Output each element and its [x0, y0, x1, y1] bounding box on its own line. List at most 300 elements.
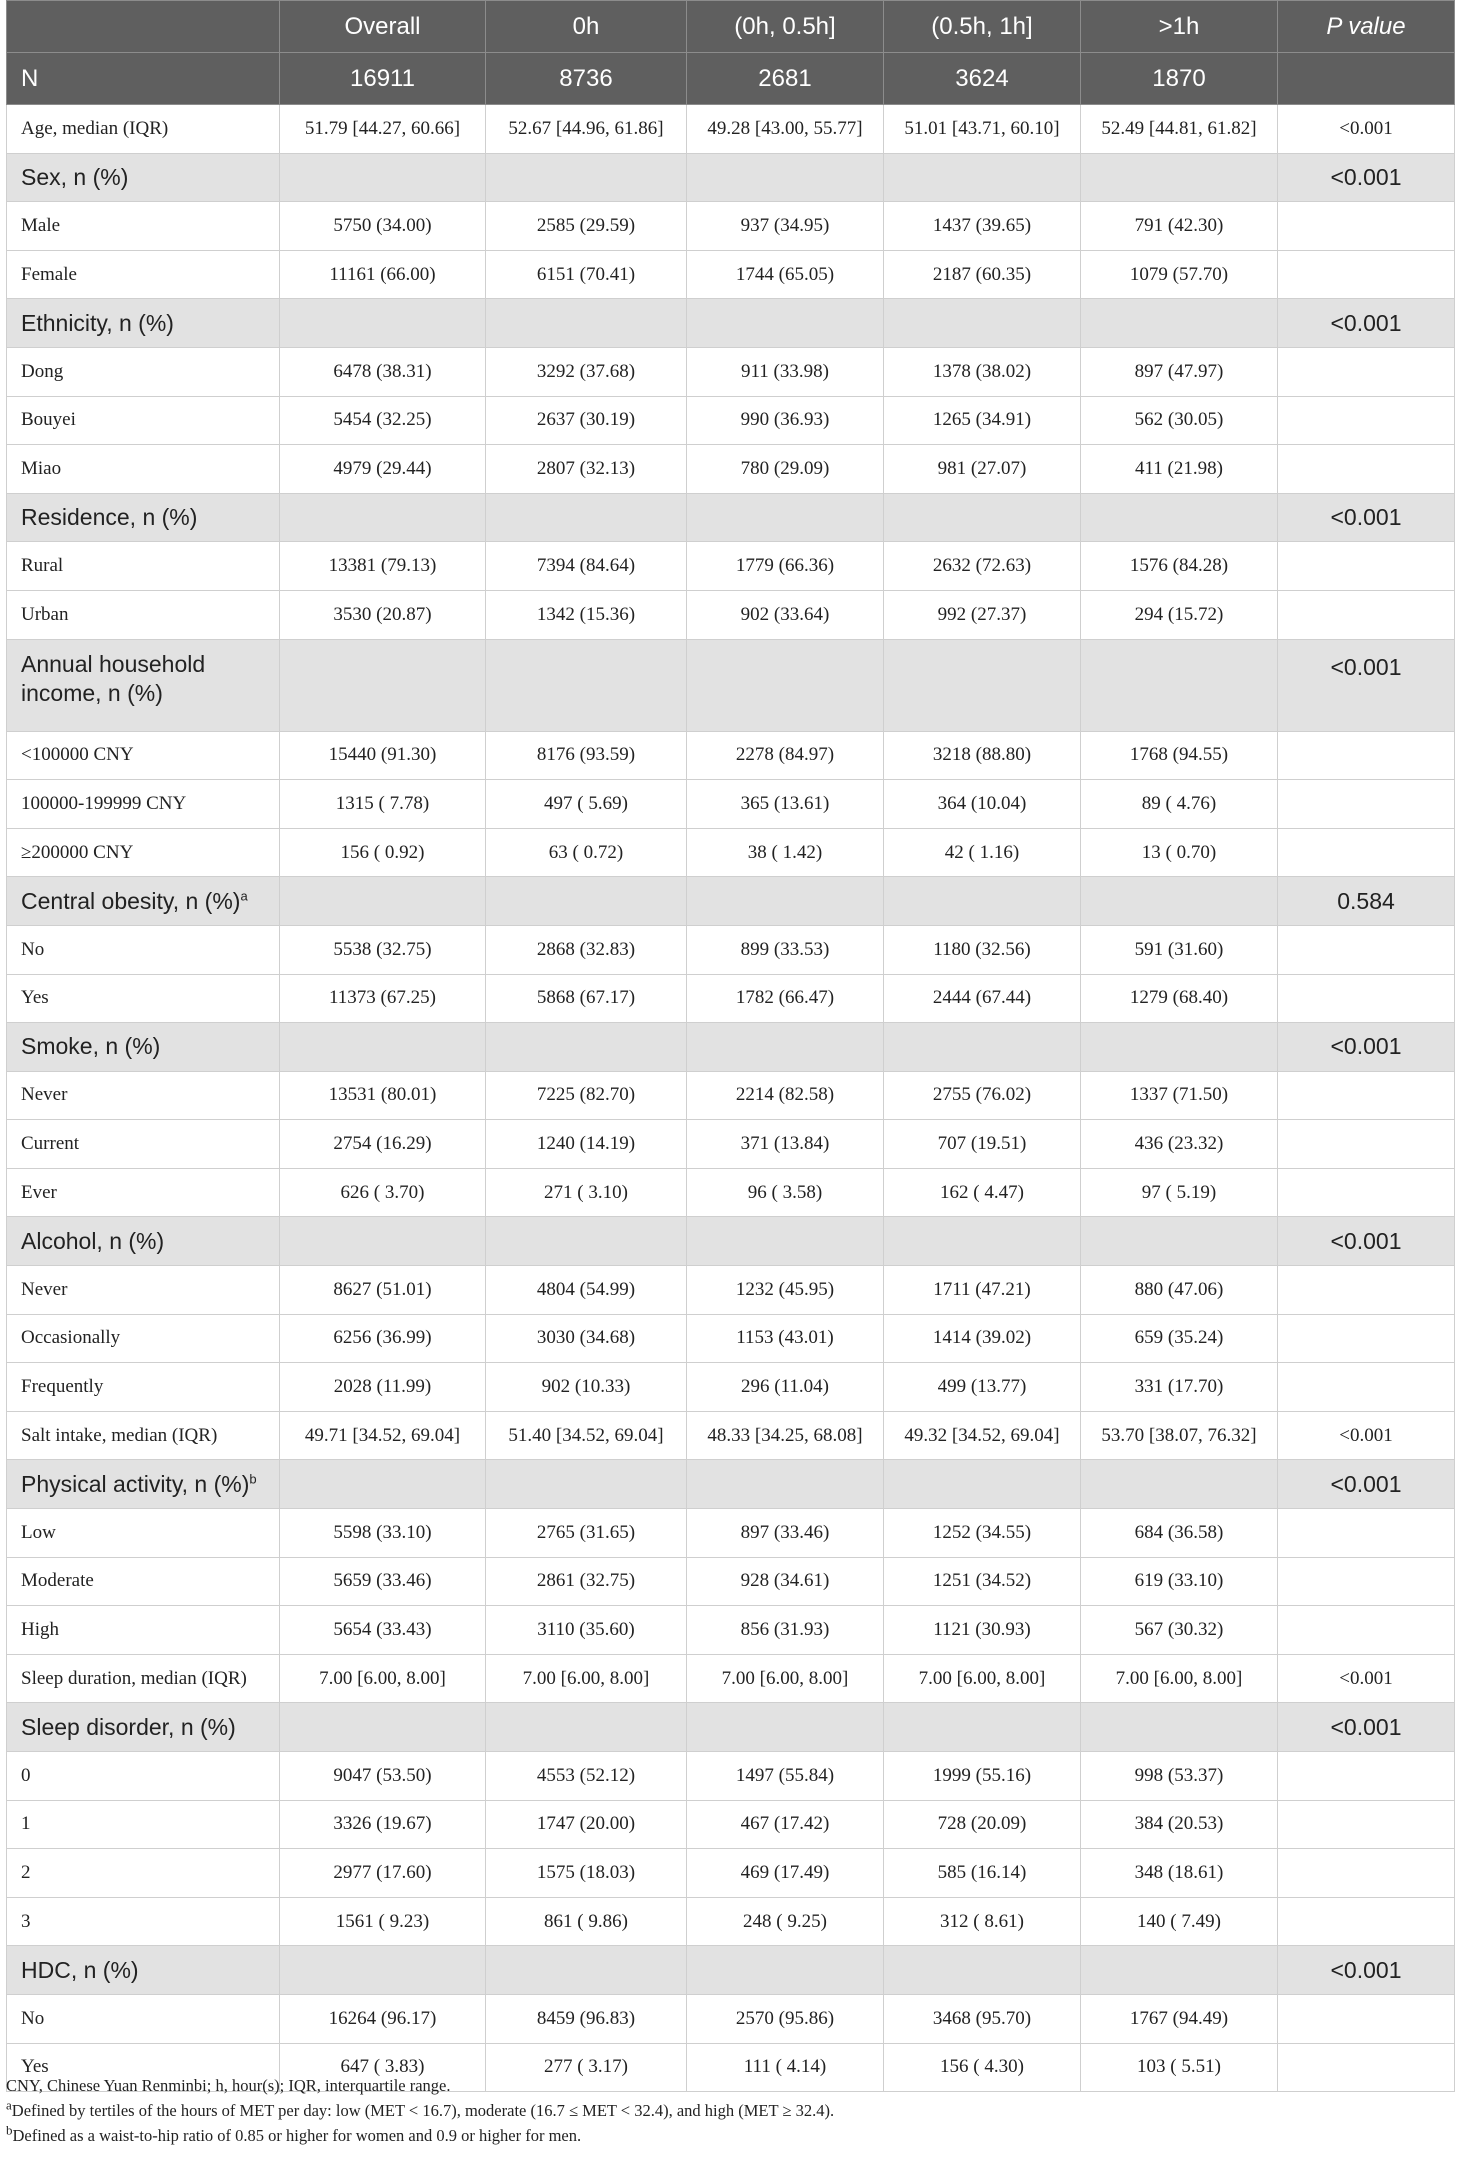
section-row	[7, 639, 1455, 731]
cell-gt1h: 97 ( 5.19)	[1081, 1168, 1278, 1217]
cell-05-1h: 49.32 [34.52, 69.04]	[884, 1411, 1081, 1460]
header-cell-05-1h: (0.5h, 1h]	[884, 1, 1081, 53]
cell-p-value	[1278, 1994, 1455, 2043]
section-empty-cell	[280, 493, 486, 542]
row-label: ≥200000 CNY	[7, 828, 280, 877]
cell-p-value	[1278, 396, 1455, 445]
cell-p-value	[1278, 590, 1455, 639]
n-05-1h: 3624	[884, 53, 1081, 105]
section-empty-cell	[486, 299, 687, 348]
cell-overall: 9047 (53.50)	[280, 1752, 486, 1801]
cell-gt1h: 13 ( 0.70)	[1081, 828, 1278, 877]
cell-0h: 2637 (30.19)	[486, 396, 687, 445]
n-row	[7, 53, 1455, 105]
cell-0h: 3030 (34.68)	[486, 1314, 687, 1363]
table-row	[7, 250, 1455, 299]
cell-05-1h: 1711 (47.21)	[884, 1266, 1081, 1315]
n-p-value	[1278, 53, 1455, 105]
cell-p-value	[1278, 731, 1455, 780]
cell-overall: 4979 (29.44)	[280, 445, 486, 494]
cell-gt1h: 384 (20.53)	[1081, 1800, 1278, 1849]
cell-p-value	[1278, 202, 1455, 251]
cell-0h: 3110 (35.60)	[486, 1606, 687, 1655]
cell-0-05h: 897 (33.46)	[687, 1509, 884, 1558]
cell-0h: 7394 (84.64)	[486, 542, 687, 591]
cell-gt1h: 880 (47.06)	[1081, 1266, 1278, 1315]
section-empty-cell	[687, 493, 884, 542]
row-label: Dong	[7, 347, 280, 396]
cell-overall: 1315 ( 7.78)	[280, 780, 486, 829]
cell-gt1h: 53.70 [38.07, 76.32]	[1081, 1411, 1278, 1460]
section-label: Ethnicity, n (%)	[21, 309, 174, 336]
cell-05-1h: 42 ( 1.16)	[884, 828, 1081, 877]
section-p-value: <0.001	[1278, 493, 1455, 542]
section-empty-cell	[280, 1023, 486, 1072]
row-label: 0	[7, 1752, 280, 1801]
section-empty-cell	[687, 153, 884, 202]
cell-overall: 5659 (33.46)	[280, 1557, 486, 1606]
cell-05-1h: 1252 (34.55)	[884, 1509, 1081, 1558]
cell-0-05h: 937 (34.95)	[687, 202, 884, 251]
cell-overall: 626 ( 3.70)	[280, 1168, 486, 1217]
cell-overall: 5598 (33.10)	[280, 1509, 486, 1558]
section-p-value: <0.001	[1278, 1023, 1455, 1072]
cell-overall: 5654 (33.43)	[280, 1606, 486, 1655]
row-label: Occasionally	[7, 1314, 280, 1363]
footnote-b-text: Defined as a waist-to-hip ratio of 0.85 or higher for women and 0.9 or higher for men.	[12, 2126, 582, 2145]
cell-overall: 1561 ( 9.23)	[280, 1897, 486, 1946]
section-p-value: 0.584	[1278, 877, 1455, 926]
cell-05-1h: 51.01 [43.71, 60.10]	[884, 105, 1081, 154]
section-label: Sex, n (%)	[21, 163, 129, 190]
cell-0-05h: 911 (33.98)	[687, 347, 884, 396]
section-row	[7, 1023, 1455, 1072]
cell-overall: 156 ( 0.92)	[280, 828, 486, 877]
table-row	[7, 590, 1455, 639]
cell-0h: 2807 (32.13)	[486, 445, 687, 494]
section-label: Sleep disorder, n (%)	[21, 1713, 236, 1740]
cell-0h: 271 ( 3.10)	[486, 1168, 687, 1217]
cell-gt1h: 1279 (68.40)	[1081, 974, 1278, 1023]
cell-0-05h: 38 ( 1.42)	[687, 828, 884, 877]
cell-0h: 8459 (96.83)	[486, 1994, 687, 2043]
table-row	[7, 1606, 1455, 1655]
cell-0h: 8176 (93.59)	[486, 731, 687, 780]
cell-p-value	[1278, 1168, 1455, 1217]
cell-0-05h: 780 (29.09)	[687, 445, 884, 494]
cell-p-value	[1278, 1120, 1455, 1169]
section-empty-cell	[687, 299, 884, 348]
cell-overall: 2754 (16.29)	[280, 1120, 486, 1169]
cell-gt1h: 331 (17.70)	[1081, 1363, 1278, 1412]
section-row	[7, 153, 1455, 202]
section-label-cell	[7, 1946, 280, 1995]
section-empty-cell	[486, 1217, 687, 1266]
footnote-a	[6, 2098, 1454, 2123]
cell-05-1h: 1378 (38.02)	[884, 347, 1081, 396]
section-label: Residence, n (%)	[21, 504, 198, 531]
cell-p-value	[1278, 974, 1455, 1023]
cell-0-05h: 990 (36.93)	[687, 396, 884, 445]
footnote-a-text: Defined by tertiles of the hours of MET per day: low (MET < 16.7), moderate (16.7 ≤ MET < 32.4), and high (MET ≥ 32.4).	[11, 2101, 835, 2120]
cell-0-05h: 296 (11.04)	[687, 1363, 884, 1412]
cell-0h: 1342 (15.36)	[486, 590, 687, 639]
cell-overall: 15440 (91.30)	[280, 731, 486, 780]
cell-p-value	[1278, 828, 1455, 877]
section-row	[7, 877, 1455, 926]
table-row	[7, 1557, 1455, 1606]
table-row	[7, 1897, 1455, 1946]
cell-05-1h: 1265 (34.91)	[884, 396, 1081, 445]
section-empty-cell	[486, 1703, 687, 1752]
section-row	[7, 1703, 1455, 1752]
cell-p-value	[1278, 1800, 1455, 1849]
cell-p-value	[1278, 780, 1455, 829]
section-row	[7, 1460, 1455, 1509]
section-label-cell	[7, 1460, 280, 1509]
cell-0-05h: 1153 (43.01)	[687, 1314, 884, 1363]
footnote-b	[6, 2123, 1454, 2148]
cell-overall: 49.71 [34.52, 69.04]	[280, 1411, 486, 1460]
header-cell-overall: Overall	[280, 1, 486, 53]
section-label: Central obesity, n (%)	[21, 887, 241, 914]
section-empty-cell	[280, 1217, 486, 1266]
cell-overall: 2028 (11.99)	[280, 1363, 486, 1412]
section-empty-cell	[687, 1217, 884, 1266]
row-label: 3	[7, 1897, 280, 1946]
cell-0-05h: 2214 (82.58)	[687, 1071, 884, 1120]
cell-p-value	[1278, 1071, 1455, 1120]
cell-0h: 1575 (18.03)	[486, 1849, 687, 1898]
section-empty-cell	[884, 493, 1081, 542]
section-p-value: <0.001	[1278, 1703, 1455, 1752]
cell-p-value	[1278, 1897, 1455, 1946]
cell-0h: 5868 (67.17)	[486, 974, 687, 1023]
cell-05-1h: 992 (27.37)	[884, 590, 1081, 639]
row-label: No	[7, 1994, 280, 2043]
cell-0-05h: 111 ( 4.14)	[687, 2043, 884, 2092]
cell-overall: 13531 (80.01)	[280, 1071, 486, 1120]
cell-overall: 5538 (32.75)	[280, 925, 486, 974]
row-label: <100000 CNY	[7, 731, 280, 780]
cell-05-1h: 2187 (60.35)	[884, 250, 1081, 299]
row-label: 1	[7, 1800, 280, 1849]
section-empty-cell	[1081, 1703, 1278, 1752]
row-label: Age, median (IQR)	[7, 105, 280, 154]
section-empty-cell	[280, 1946, 486, 1995]
section-row	[7, 493, 1455, 542]
cell-0-05h: 365 (13.61)	[687, 780, 884, 829]
section-empty-cell	[884, 639, 1081, 731]
cell-0h: 277 ( 3.17)	[486, 2043, 687, 2092]
cell-gt1h: 140 ( 7.49)	[1081, 1897, 1278, 1946]
cell-0h: 63 ( 0.72)	[486, 828, 687, 877]
section-p-value: <0.001	[1278, 1217, 1455, 1266]
footnote-marker: a	[240, 887, 248, 903]
section-label-cell	[7, 493, 280, 542]
cell-overall: 3326 (19.67)	[280, 1800, 486, 1849]
section-empty-cell	[486, 1023, 687, 1072]
table-row	[7, 974, 1455, 1023]
cell-p-value	[1278, 250, 1455, 299]
cell-gt1h: 436 (23.32)	[1081, 1120, 1278, 1169]
table-row	[7, 1752, 1455, 1801]
footnote-b-marker: b	[6, 2122, 13, 2138]
header-cell-p-value: P value	[1278, 1, 1455, 53]
row-label: 2	[7, 1849, 280, 1898]
section-empty-cell	[687, 1946, 884, 1995]
cell-05-1h: 1251 (34.52)	[884, 1557, 1081, 1606]
cell-0h: 861 ( 9.86)	[486, 1897, 687, 1946]
cell-05-1h: 1437 (39.65)	[884, 202, 1081, 251]
cell-0-05h: 7.00 [6.00, 8.00]	[687, 1654, 884, 1703]
table-row	[7, 347, 1455, 396]
row-label: Male	[7, 202, 280, 251]
section-empty-cell	[1081, 153, 1278, 202]
cell-0-05h: 1782 (66.47)	[687, 974, 884, 1023]
section-empty-cell	[884, 1460, 1081, 1509]
cell-p-value	[1278, 347, 1455, 396]
section-empty-cell	[1081, 1023, 1278, 1072]
cell-gt1h: 619 (33.10)	[1081, 1557, 1278, 1606]
cell-gt1h: 998 (53.37)	[1081, 1752, 1278, 1801]
row-label: Female	[7, 250, 280, 299]
cell-gt1h: 567 (30.32)	[1081, 1606, 1278, 1655]
cell-overall: 8627 (51.01)	[280, 1266, 486, 1315]
cell-05-1h: 1180 (32.56)	[884, 925, 1081, 974]
table-row	[7, 731, 1455, 780]
cell-overall: 13381 (79.13)	[280, 542, 486, 591]
section-p-value: <0.001	[1278, 1460, 1455, 1509]
cell-05-1h: 2632 (72.63)	[884, 542, 1081, 591]
row-label: Never	[7, 1266, 280, 1315]
table-row	[7, 828, 1455, 877]
row-label: Current	[7, 1120, 280, 1169]
cell-gt1h: 1337 (71.50)	[1081, 1071, 1278, 1120]
cell-p-value	[1278, 1849, 1455, 1898]
table-row	[7, 1266, 1455, 1315]
cell-0-05h: 928 (34.61)	[687, 1557, 884, 1606]
cell-0h: 2765 (31.65)	[486, 1509, 687, 1558]
header-cell-0h: 0h	[486, 1, 687, 53]
table-row	[7, 1411, 1455, 1460]
cell-p-value	[1278, 1509, 1455, 1558]
cell-0-05h: 49.28 [43.00, 55.77]	[687, 105, 884, 154]
cell-gt1h: 1768 (94.55)	[1081, 731, 1278, 780]
cell-0-05h: 1232 (45.95)	[687, 1266, 884, 1315]
cell-0h: 902 (10.33)	[486, 1363, 687, 1412]
characteristics-table	[6, 0, 1455, 2092]
section-empty-cell	[884, 1946, 1081, 1995]
table-body	[7, 105, 1455, 2092]
row-label: Ever	[7, 1168, 280, 1217]
cell-0-05h: 371 (13.84)	[687, 1120, 884, 1169]
cell-0h: 497 ( 5.69)	[486, 780, 687, 829]
row-label: Yes	[7, 974, 280, 1023]
cell-0h: 7225 (82.70)	[486, 1071, 687, 1120]
header-row	[7, 1, 1455, 53]
cell-overall: 11373 (67.25)	[280, 974, 486, 1023]
table-row	[7, 1509, 1455, 1558]
cell-0-05h: 2278 (84.97)	[687, 731, 884, 780]
cell-0-05h: 1779 (66.36)	[687, 542, 884, 591]
section-empty-cell	[1081, 1460, 1278, 1509]
section-label-cell	[7, 299, 280, 348]
row-label: Salt intake, median (IQR)	[7, 1411, 280, 1460]
n-0h: 8736	[486, 53, 687, 105]
cell-gt1h: 103 ( 5.51)	[1081, 2043, 1278, 2092]
section-empty-cell	[486, 1946, 687, 1995]
cell-p-value	[1278, 445, 1455, 494]
section-label-cell	[7, 1217, 280, 1266]
cell-0h: 4553 (52.12)	[486, 1752, 687, 1801]
cell-05-1h: 1121 (30.93)	[884, 1606, 1081, 1655]
cell-gt1h: 1079 (57.70)	[1081, 250, 1278, 299]
cell-gt1h: 684 (36.58)	[1081, 1509, 1278, 1558]
cell-p-value	[1278, 1363, 1455, 1412]
cell-gt1h: 1576 (84.28)	[1081, 542, 1278, 591]
section-empty-cell	[486, 877, 687, 926]
section-row	[7, 1946, 1455, 1995]
section-empty-cell	[884, 1703, 1081, 1752]
section-empty-cell	[280, 153, 486, 202]
cell-0h: 1747 (20.00)	[486, 1800, 687, 1849]
cell-0h: 52.67 [44.96, 61.86]	[486, 105, 687, 154]
section-empty-cell	[486, 493, 687, 542]
table-row	[7, 396, 1455, 445]
cell-0-05h: 902 (33.64)	[687, 590, 884, 639]
cell-p-value	[1278, 542, 1455, 591]
cell-05-1h: 1414 (39.02)	[884, 1314, 1081, 1363]
section-empty-cell	[1081, 493, 1278, 542]
cell-0-05h: 467 (17.42)	[687, 1800, 884, 1849]
cell-gt1h: 897 (47.97)	[1081, 347, 1278, 396]
cell-p-value	[1278, 1752, 1455, 1801]
cell-05-1h: 162 ( 4.47)	[884, 1168, 1081, 1217]
cell-0h: 6151 (70.41)	[486, 250, 687, 299]
cell-05-1h: 3218 (88.80)	[884, 731, 1081, 780]
row-label: Urban	[7, 590, 280, 639]
cell-p-value: <0.001	[1278, 1654, 1455, 1703]
cell-05-1h: 499 (13.77)	[884, 1363, 1081, 1412]
table-header	[7, 1, 1455, 105]
table-row	[7, 1168, 1455, 1217]
section-empty-cell	[1081, 877, 1278, 926]
footnote-a-marker: a	[6, 2097, 12, 2113]
cell-overall: 3530 (20.87)	[280, 590, 486, 639]
cell-overall: 7.00 [6.00, 8.00]	[280, 1654, 486, 1703]
cell-p-value: <0.001	[1278, 1411, 1455, 1460]
cell-0-05h: 248 ( 9.25)	[687, 1897, 884, 1946]
section-label-cell	[7, 639, 280, 731]
footnote-marker: b	[249, 1471, 257, 1487]
section-label: Alcohol, n (%)	[21, 1227, 165, 1254]
table-row	[7, 780, 1455, 829]
n-label: N	[7, 53, 280, 105]
section-empty-cell	[687, 1023, 884, 1072]
section-empty-cell	[280, 299, 486, 348]
section-label-cell	[7, 153, 280, 202]
cell-0-05h: 899 (33.53)	[687, 925, 884, 974]
cell-p-value	[1278, 1314, 1455, 1363]
header-cell-0-05h: (0h, 0.5h]	[687, 1, 884, 53]
cell-gt1h: 7.00 [6.00, 8.00]	[1081, 1654, 1278, 1703]
cell-p-value	[1278, 1606, 1455, 1655]
cell-overall: 5750 (34.00)	[280, 202, 486, 251]
cell-gt1h: 89 ( 4.76)	[1081, 780, 1278, 829]
cell-gt1h: 562 (30.05)	[1081, 396, 1278, 445]
cell-overall: 6256 (36.99)	[280, 1314, 486, 1363]
section-empty-cell	[280, 1460, 486, 1509]
cell-0h: 1240 (14.19)	[486, 1120, 687, 1169]
table-row	[7, 1071, 1455, 1120]
section-empty-cell	[1081, 299, 1278, 348]
row-label: Frequently	[7, 1363, 280, 1412]
cell-0h: 2868 (32.83)	[486, 925, 687, 974]
cell-0-05h: 96 ( 3.58)	[687, 1168, 884, 1217]
cell-p-value	[1278, 1266, 1455, 1315]
cell-overall: 5454 (32.25)	[280, 396, 486, 445]
row-label: Bouyei	[7, 396, 280, 445]
section-empty-cell	[1081, 1946, 1278, 1995]
cell-05-1h: 2444 (67.44)	[884, 974, 1081, 1023]
cell-gt1h: 348 (18.61)	[1081, 1849, 1278, 1898]
row-label: Miao	[7, 445, 280, 494]
section-label-cell	[7, 1703, 280, 1752]
header-cell-empty	[7, 1, 280, 53]
footnotes	[6, 2073, 1454, 2148]
table-row	[7, 925, 1455, 974]
section-empty-cell	[884, 1023, 1081, 1072]
section-row	[7, 299, 1455, 348]
section-empty-cell	[884, 299, 1081, 348]
cell-0h: 2585 (29.59)	[486, 202, 687, 251]
cell-0-05h: 2570 (95.86)	[687, 1994, 884, 2043]
characteristics-table-container	[6, 0, 1454, 2092]
cell-05-1h: 1999 (55.16)	[884, 1752, 1081, 1801]
cell-05-1h: 7.00 [6.00, 8.00]	[884, 1654, 1081, 1703]
cell-0h: 51.40 [34.52, 69.04]	[486, 1411, 687, 1460]
row-label: Sleep duration, median (IQR)	[7, 1654, 280, 1703]
cell-gt1h: 659 (35.24)	[1081, 1314, 1278, 1363]
footnote-abbreviations: CNY, Chinese Yuan Renminbi; h, hour(s); IQR, interquartile range.	[6, 2076, 451, 2095]
cell-overall: 647 ( 3.83)	[280, 2043, 486, 2092]
table-row	[7, 105, 1455, 154]
cell-gt1h: 1767 (94.49)	[1081, 1994, 1278, 2043]
cell-05-1h: 707 (19.51)	[884, 1120, 1081, 1169]
section-label: HDC, n (%)	[21, 1956, 139, 1983]
cell-0h: 3292 (37.68)	[486, 347, 687, 396]
cell-overall: 11161 (66.00)	[280, 250, 486, 299]
cell-0-05h: 48.33 [34.25, 68.08]	[687, 1411, 884, 1460]
cell-05-1h: 981 (27.07)	[884, 445, 1081, 494]
section-empty-cell	[280, 639, 486, 731]
cell-p-value: <0.001	[1278, 105, 1455, 154]
cell-gt1h: 591 (31.60)	[1081, 925, 1278, 974]
section-empty-cell	[687, 639, 884, 731]
row-label: High	[7, 1606, 280, 1655]
table-row	[7, 1314, 1455, 1363]
table-row	[7, 1654, 1455, 1703]
cell-05-1h: 364 (10.04)	[884, 780, 1081, 829]
row-label: Never	[7, 1071, 280, 1120]
table-row	[7, 202, 1455, 251]
row-label: Rural	[7, 542, 280, 591]
table-row	[7, 1800, 1455, 1849]
cell-0-05h: 856 (31.93)	[687, 1606, 884, 1655]
cell-05-1h: 156 ( 4.30)	[884, 2043, 1081, 2092]
row-label: Yes	[7, 2043, 280, 2092]
